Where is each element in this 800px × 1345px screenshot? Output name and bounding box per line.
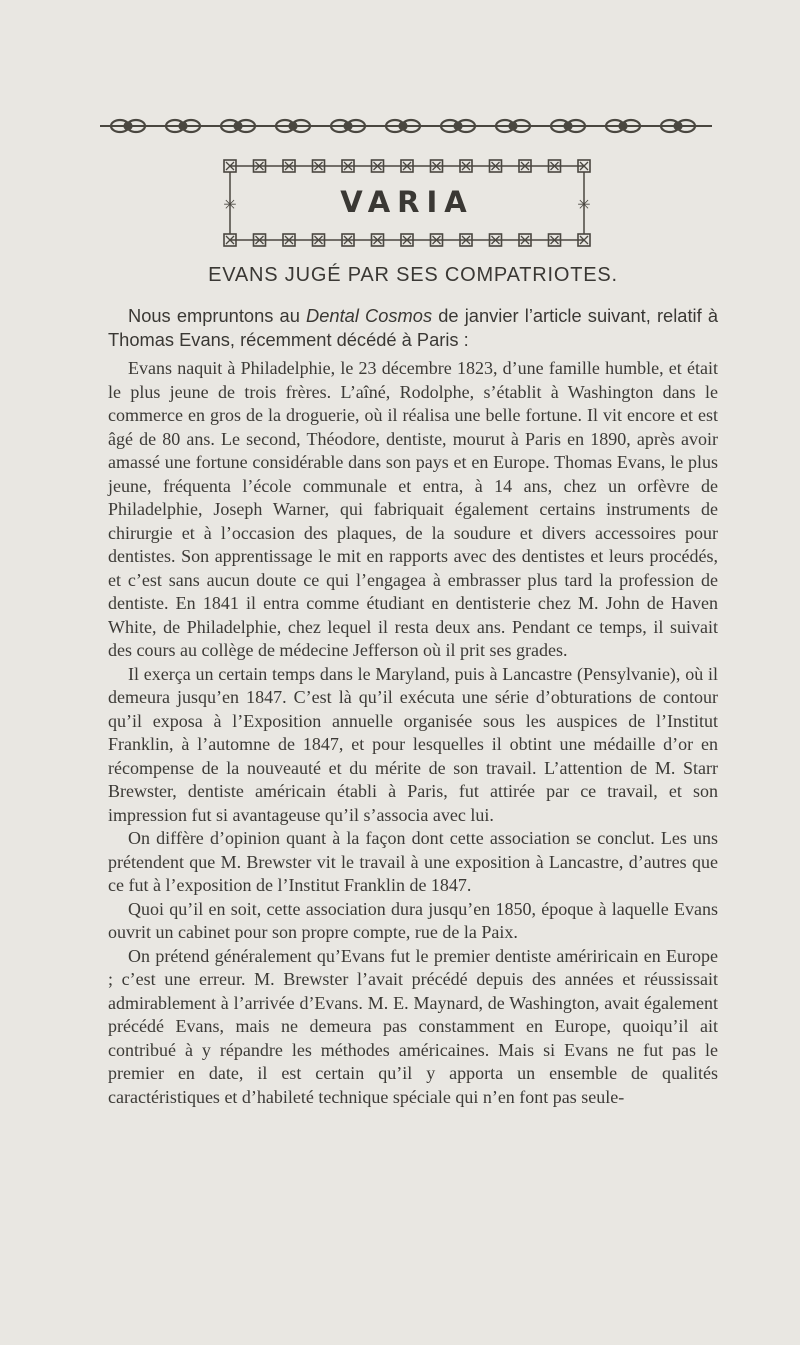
paragraph: Il exerça un certain temps dans le Maryland, puis à Lancastre (Pensylvanie), où il demeura jusqu’en 1847. C’est là qu’il exécuta une série d’obturations de contour qu’il exposa à l’Exposition annuelle organisée sous les auspices de l’Institut Franklin, à l’automne de 1847, et pour lesquelles il obtint une médaille d’or en récompense de la nouveauté et du mérite de son travail. L’attention de M. Starr Brewster, dentiste américain établi à Paris, fut attirée par ce travail, et son impression fut si avantageuse qu’il s’associa avec lui. (108, 663, 718, 825)
paragraph: On prétend généralement qu’Evans fut le premier dentiste amériricain en Europe ; c’est une erreur. M. Brewster l’avait précédé depuis des années et réussissait admirablement à l’arrivée d’Evans. M. E. Maynard, de Washington, avait également précédé Evans, mais ne demeura pas constamment en Europe, quoiqu’il ait contribué à y répandre les méthodes américaines. Mais si Evans ne fut pas le premier en date, il est certain qu’il y apporta un ensemble de qualités caractéristiques et d’habileté technique spéciale qui n’en font pas seule- (108, 945, 718, 1107)
intro-text-after: de janvier l’article suivant, relatif à Thomas Evans, récemment décédé à Paris : (108, 305, 718, 350)
article-body (108, 357, 718, 1109)
paragraph: Quoi qu’il en soit, cette association dura jusqu’en 1850, époque à laquelle Evans ouvrit un cabinet pour son propre compte, rue de la Paix. (108, 898, 718, 942)
asterism-icon: ✳ (577, 195, 591, 214)
section-title-frame (222, 152, 592, 252)
paragraph: Evans naquit à Philadelphie, le 23 décembre 1823, d’une famille humble, et était le plus jeune de trois frères. L’aîné, Rodolphe, s’établit à Washington dans le commerce en gros de la droguerie, où il réalisa une belle fortune. Il vit encore et est âgé de 80 ans. Le second, Théodore, dentiste, mourut à Paris en 1890, après avoir amassé une fortune considérable dans son pays et en Europe. Thomas Evans, le plus jeune, fréquenta l’école communale et entra, à 14 ans, chez un orfèvre de Philadelphie, Joseph Warner, qui fabriquait également certains instruments de chirurgie et à l’occasion des plaques, de la soudure et divers accessoires pour dentistes. Son apprentissage le mit en rapports avec des dentistes et leurs procédés, et c’est sans aucun doute ce qui l’engagea à embrasser plus tard la profession de dentiste. En 1841 il entra comme étudiant en dentisterie chez M. John de Haven White, de Philadelphie, chez lequel il resta deux ans. Pendant ce temps, il suivait des cours au collège de médecine Jefferson où il prit ses grades. (108, 358, 718, 660)
intro-paragraph (108, 304, 718, 352)
paragraph: On diffère d’opinion quant à la façon dont cette association se conclut. Les uns prétendent que M. Brewster vit le travail à une exposition à Lancastre, d’autres que ce fut à l’exposition de l’Institut Franklin de 1847. (108, 828, 718, 895)
article-heading: EVANS JUGÉ PAR SES COMPATRIOTES. (208, 264, 618, 286)
intro-text-before: Nous empruntons au (128, 305, 307, 326)
asterism-icon: ✳ (223, 195, 237, 214)
source-title: Dental Cosmos (306, 305, 433, 326)
decorative-border-ornament (100, 114, 712, 138)
section-title: VARIA (340, 185, 474, 219)
